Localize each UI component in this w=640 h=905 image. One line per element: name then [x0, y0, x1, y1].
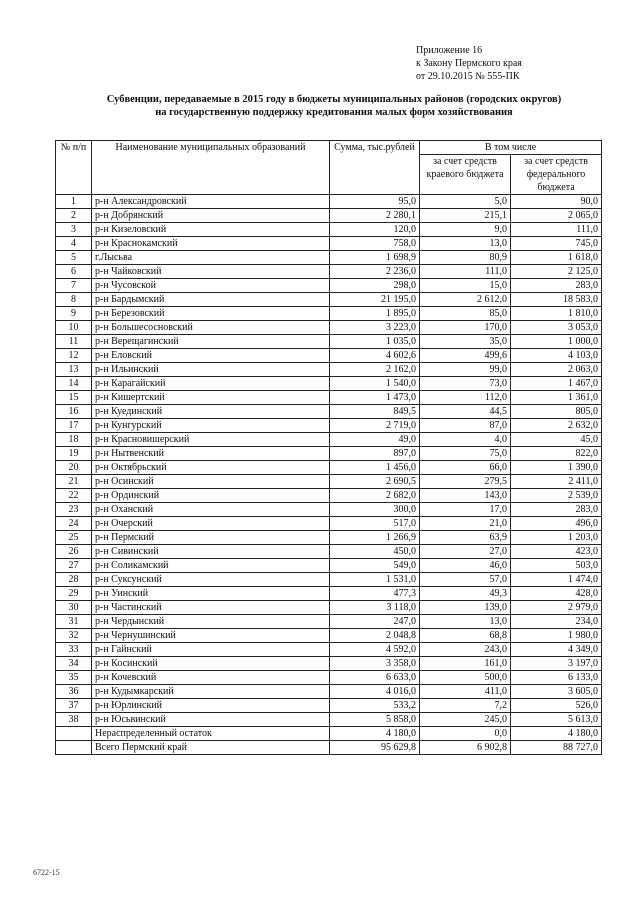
- table-row: [56, 363, 602, 377]
- federal-cell: 283,0: [511, 279, 602, 293]
- municipality-name: р-н Октябрьский: [92, 461, 330, 475]
- municipality-name: р-н Гайнский: [92, 643, 330, 657]
- row-number: 10: [56, 321, 92, 335]
- federal-cell: 45,0: [511, 433, 602, 447]
- sum-cell: 533,2: [330, 699, 420, 713]
- sum-cell: 300,0: [330, 503, 420, 517]
- row-number: 6: [56, 265, 92, 279]
- federal-cell: 1 467,0: [511, 377, 602, 391]
- table-row: [56, 405, 602, 419]
- municipality-name: р-н Кочевский: [92, 671, 330, 685]
- municipality-name: р-н Суксунский: [92, 573, 330, 587]
- regional-cell: 63,9: [420, 531, 511, 545]
- sum-cell: 2 690,5: [330, 475, 420, 489]
- sum-cell: 120,0: [330, 223, 420, 237]
- table-row: [56, 391, 602, 405]
- regional-cell: 75,0: [420, 447, 511, 461]
- sum-cell: 3 358,0: [330, 657, 420, 671]
- sum-cell: 6 633,0: [330, 671, 420, 685]
- federal-cell: 111,0: [511, 223, 602, 237]
- row-number: 4: [56, 237, 92, 251]
- row-number: 12: [56, 349, 92, 363]
- row-number: [56, 727, 92, 741]
- sum-cell: 1 266,9: [330, 531, 420, 545]
- federal-cell: 503,0: [511, 559, 602, 573]
- sum-cell: 4 180,0: [330, 727, 420, 741]
- municipality-name: Нераспределенный остаток: [92, 727, 330, 741]
- regional-cell: 99,0: [420, 363, 511, 377]
- federal-cell: 526,0: [511, 699, 602, 713]
- table-row: [56, 335, 602, 349]
- sum-cell: 849,5: [330, 405, 420, 419]
- municipality-name: р-н Косинский: [92, 657, 330, 671]
- table-row: [56, 643, 602, 657]
- regional-cell: 0,0: [420, 727, 511, 741]
- table-row: [56, 685, 602, 699]
- regional-cell: 35,0: [420, 335, 511, 349]
- municipality-name: р-н Бардымский: [92, 293, 330, 307]
- table-row: [56, 377, 602, 391]
- table-row: [56, 349, 602, 363]
- row-number: 27: [56, 559, 92, 573]
- municipality-name: р-н Кизеловский: [92, 223, 330, 237]
- municipality-name: р-н Сивинский: [92, 545, 330, 559]
- row-number: 30: [56, 601, 92, 615]
- sum-cell: 1 473,0: [330, 391, 420, 405]
- sum-cell: 1 035,0: [330, 335, 420, 349]
- row-number: 7: [56, 279, 92, 293]
- table-row: [56, 531, 602, 545]
- sum-cell: 1 698,9: [330, 251, 420, 265]
- regional-cell: 161,0: [420, 657, 511, 671]
- sum-cell: 4 602,6: [330, 349, 420, 363]
- sum-cell: 2 048,8: [330, 629, 420, 643]
- sum-cell: 247,0: [330, 615, 420, 629]
- regional-cell: 73,0: [420, 377, 511, 391]
- federal-cell: 1 203,0: [511, 531, 602, 545]
- table-row: [56, 195, 602, 209]
- table-row: [56, 447, 602, 461]
- municipality-name: р-н Частинский: [92, 601, 330, 615]
- header-including: В том числе: [420, 141, 602, 155]
- federal-cell: 3 053,0: [511, 321, 602, 335]
- table-row: [56, 209, 602, 223]
- municipality-name: р-н Еловский: [92, 349, 330, 363]
- regional-cell: 15,0: [420, 279, 511, 293]
- municipality-name: р-н Ординский: [92, 489, 330, 503]
- municipality-name: р-н Очерский: [92, 517, 330, 531]
- table-row: [56, 321, 602, 335]
- row-number: 20: [56, 461, 92, 475]
- row-number: 18: [56, 433, 92, 447]
- row-number: 25: [56, 531, 92, 545]
- sum-cell: 95 629,8: [330, 741, 420, 755]
- sum-cell: 49,0: [330, 433, 420, 447]
- federal-cell: 88 727,0: [511, 741, 602, 755]
- regional-cell: 66,0: [420, 461, 511, 475]
- table-row: [56, 615, 602, 629]
- regional-cell: 111,0: [420, 265, 511, 279]
- row-number: 8: [56, 293, 92, 307]
- federal-cell: 18 583,0: [511, 293, 602, 307]
- federal-cell: 428,0: [511, 587, 602, 601]
- row-number: 11: [56, 335, 92, 349]
- sum-cell: 1 895,0: [330, 307, 420, 321]
- sum-cell: 4 016,0: [330, 685, 420, 699]
- sum-cell: 1 531,0: [330, 573, 420, 587]
- table-row: [56, 727, 602, 741]
- row-number: 35: [56, 671, 92, 685]
- regional-cell: 9,0: [420, 223, 511, 237]
- regional-cell: 500,0: [420, 671, 511, 685]
- table-row: [56, 573, 602, 587]
- federal-cell: 2 979,0: [511, 601, 602, 615]
- row-number: 3: [56, 223, 92, 237]
- table-row: [56, 461, 602, 475]
- federal-cell: 822,0: [511, 447, 602, 461]
- federal-cell: 1 810,0: [511, 307, 602, 321]
- municipality-name: р-н Александровский: [92, 195, 330, 209]
- regional-cell: 170,0: [420, 321, 511, 335]
- subsidies-table: [55, 140, 602, 755]
- sum-cell: 2 236,0: [330, 265, 420, 279]
- row-number: 13: [56, 363, 92, 377]
- table-row: [56, 251, 602, 265]
- table-row: [56, 307, 602, 321]
- federal-cell: 2 632,0: [511, 419, 602, 433]
- regional-cell: 87,0: [420, 419, 511, 433]
- sum-cell: 2 162,0: [330, 363, 420, 377]
- table-row: [56, 741, 602, 755]
- municipality-name: р-н Чусовской: [92, 279, 330, 293]
- row-number: 34: [56, 657, 92, 671]
- table-row: [56, 657, 602, 671]
- regional-cell: 7,2: [420, 699, 511, 713]
- federal-cell: 3 605,0: [511, 685, 602, 699]
- table-row: [56, 671, 602, 685]
- row-number: 22: [56, 489, 92, 503]
- regional-cell: 57,0: [420, 573, 511, 587]
- federal-cell: 283,0: [511, 503, 602, 517]
- row-number: 31: [56, 615, 92, 629]
- table-row: [56, 545, 602, 559]
- federal-cell: 2 411,0: [511, 475, 602, 489]
- header-sum: Сумма, тыс.рублей: [330, 141, 420, 195]
- federal-cell: 4 349,0: [511, 643, 602, 657]
- sum-cell: 517,0: [330, 517, 420, 531]
- row-number: 37: [56, 699, 92, 713]
- municipality-name: р-н Верещагинский: [92, 335, 330, 349]
- row-number: 17: [56, 419, 92, 433]
- table-row: [56, 713, 602, 727]
- header-number: № п/п: [56, 141, 92, 195]
- table-row: [56, 293, 602, 307]
- municipality-name: р-н Кунгурский: [92, 419, 330, 433]
- regional-cell: 245,0: [420, 713, 511, 727]
- row-number: 21: [56, 475, 92, 489]
- municipality-name: р-н Юрлинский: [92, 699, 330, 713]
- appendix-law: к Закону Пермского края: [416, 58, 522, 69]
- sum-cell: 1 456,0: [330, 461, 420, 475]
- regional-cell: 112,0: [420, 391, 511, 405]
- municipality-name: р-н Чернушинский: [92, 629, 330, 643]
- federal-cell: 5 613,0: [511, 713, 602, 727]
- document-title: [40, 93, 628, 119]
- table-row: [56, 601, 602, 615]
- table-row: [56, 237, 602, 251]
- sum-cell: 298,0: [330, 279, 420, 293]
- regional-cell: 243,0: [420, 643, 511, 657]
- regional-cell: 68,8: [420, 629, 511, 643]
- table-row: [56, 433, 602, 447]
- regional-cell: 80,9: [420, 251, 511, 265]
- sum-cell: 758,0: [330, 237, 420, 251]
- sum-cell: 450,0: [330, 545, 420, 559]
- federal-cell: 1 390,0: [511, 461, 602, 475]
- federal-cell: 496,0: [511, 517, 602, 531]
- table-row: [56, 587, 602, 601]
- federal-cell: 2 063,0: [511, 363, 602, 377]
- sum-cell: 897,0: [330, 447, 420, 461]
- regional-cell: 13,0: [420, 615, 511, 629]
- table-row: [56, 419, 602, 433]
- federal-cell: 805,0: [511, 405, 602, 419]
- appendix-header: [416, 44, 626, 83]
- federal-cell: 745,0: [511, 237, 602, 251]
- row-number: 9: [56, 307, 92, 321]
- municipality-name: р-н Нытвенский: [92, 447, 330, 461]
- table-row: [56, 559, 602, 573]
- municipality-name: р-н Осинский: [92, 475, 330, 489]
- appendix-date: от 29.10.2015 № 555-ПК: [416, 71, 520, 82]
- document-code: 6722-15: [33, 868, 60, 877]
- sum-cell: 5 858,0: [330, 713, 420, 727]
- table-body: [56, 195, 602, 755]
- regional-cell: 215,1: [420, 209, 511, 223]
- regional-cell: 49,3: [420, 587, 511, 601]
- title-line-2: на государственную поддержку кредитования малых форм хозяйствования: [155, 107, 513, 118]
- sum-cell: 2 280,1: [330, 209, 420, 223]
- municipality-name: р-н Добрянский: [92, 209, 330, 223]
- federal-cell: 6 133,0: [511, 671, 602, 685]
- sum-cell: 3 223,0: [330, 321, 420, 335]
- regional-cell: 21,0: [420, 517, 511, 531]
- regional-cell: 139,0: [420, 601, 511, 615]
- municipality-name: р-н Красновишерский: [92, 433, 330, 447]
- federal-cell: 4 180,0: [511, 727, 602, 741]
- header-federal-budget: за счет средств федерального бюджета: [511, 155, 602, 195]
- municipality-name: р-н Чердынский: [92, 615, 330, 629]
- row-number: 33: [56, 643, 92, 657]
- table-row: [56, 223, 602, 237]
- sum-cell: 477,3: [330, 587, 420, 601]
- row-number: [56, 741, 92, 755]
- row-number: 36: [56, 685, 92, 699]
- sum-cell: 549,0: [330, 559, 420, 573]
- regional-cell: 13,0: [420, 237, 511, 251]
- federal-cell: 1 000,0: [511, 335, 602, 349]
- appendix-number: Приложение 16: [416, 45, 483, 56]
- municipality-name: р-н Большесосновский: [92, 321, 330, 335]
- federal-cell: 1 474,0: [511, 573, 602, 587]
- regional-cell: 5,0: [420, 195, 511, 209]
- table-row: [56, 517, 602, 531]
- table-row: [56, 629, 602, 643]
- row-number: 5: [56, 251, 92, 265]
- row-number: 32: [56, 629, 92, 643]
- regional-cell: 85,0: [420, 307, 511, 321]
- regional-cell: 2 612,0: [420, 293, 511, 307]
- sum-cell: 3 118,0: [330, 601, 420, 615]
- row-number: 24: [56, 517, 92, 531]
- row-number: 26: [56, 545, 92, 559]
- federal-cell: 1 618,0: [511, 251, 602, 265]
- federal-cell: 2 539,0: [511, 489, 602, 503]
- federal-cell: 423,0: [511, 545, 602, 559]
- municipality-name: р-н Чайковский: [92, 265, 330, 279]
- title-line-1: Субвенции, передаваемые в 2015 году в бюджеты муниципальных районов (городских округов): [106, 94, 562, 105]
- row-number: 23: [56, 503, 92, 517]
- sum-cell: 2 682,0: [330, 489, 420, 503]
- municipality-name: р-н Ильинский: [92, 363, 330, 377]
- header-name: Наименование муниципальных образований: [92, 141, 330, 195]
- municipality-name: р-н Пермский: [92, 531, 330, 545]
- municipality-name: р-н Кишертский: [92, 391, 330, 405]
- regional-cell: 6 902,8: [420, 741, 511, 755]
- row-number: 14: [56, 377, 92, 391]
- sum-cell: 95,0: [330, 195, 420, 209]
- municipality-name: р-н Оханский: [92, 503, 330, 517]
- regional-cell: 411,0: [420, 685, 511, 699]
- municipality-name: р-н Березовский: [92, 307, 330, 321]
- table-row: [56, 265, 602, 279]
- sum-cell: 2 719,0: [330, 419, 420, 433]
- regional-cell: 44,5: [420, 405, 511, 419]
- federal-cell: 2 065,0: [511, 209, 602, 223]
- federal-cell: 2 125,0: [511, 265, 602, 279]
- row-number: 16: [56, 405, 92, 419]
- row-number: 19: [56, 447, 92, 461]
- table-row: [56, 475, 602, 489]
- regional-cell: 4,0: [420, 433, 511, 447]
- table-row: [56, 279, 602, 293]
- regional-cell: 143,0: [420, 489, 511, 503]
- municipality-name: г.Лысьва: [92, 251, 330, 265]
- regional-cell: 499,6: [420, 349, 511, 363]
- header-regional-budget: за счет средств краевого бюджета: [420, 155, 511, 195]
- federal-cell: 234,0: [511, 615, 602, 629]
- municipality-name: р-н Краснокамский: [92, 237, 330, 251]
- federal-cell: 3 197,0: [511, 657, 602, 671]
- sum-cell: 4 592,0: [330, 643, 420, 657]
- sum-cell: 1 540,0: [330, 377, 420, 391]
- municipality-name: р-н Кудымкарский: [92, 685, 330, 699]
- table-row: [56, 503, 602, 517]
- table-row: [56, 699, 602, 713]
- municipality-name: р-н Карагайский: [92, 377, 330, 391]
- federal-cell: 90,0: [511, 195, 602, 209]
- regional-cell: 279,5: [420, 475, 511, 489]
- municipality-name: р-н Соликамский: [92, 559, 330, 573]
- regional-cell: 46,0: [420, 559, 511, 573]
- row-number: 38: [56, 713, 92, 727]
- federal-cell: 4 103,0: [511, 349, 602, 363]
- regional-cell: 17,0: [420, 503, 511, 517]
- federal-cell: 1 361,0: [511, 391, 602, 405]
- row-number: 15: [56, 391, 92, 405]
- municipality-name: Всего Пермский край: [92, 741, 330, 755]
- federal-cell: 1 980,0: [511, 629, 602, 643]
- row-number: 1: [56, 195, 92, 209]
- sum-cell: 21 195,0: [330, 293, 420, 307]
- municipality-name: р-н Куединский: [92, 405, 330, 419]
- regional-cell: 27,0: [420, 545, 511, 559]
- table-row: [56, 489, 602, 503]
- row-number: 28: [56, 573, 92, 587]
- row-number: 29: [56, 587, 92, 601]
- row-number: 2: [56, 209, 92, 223]
- municipality-name: р-н Уинский: [92, 587, 330, 601]
- municipality-name: р-н Юсьвинский: [92, 713, 330, 727]
